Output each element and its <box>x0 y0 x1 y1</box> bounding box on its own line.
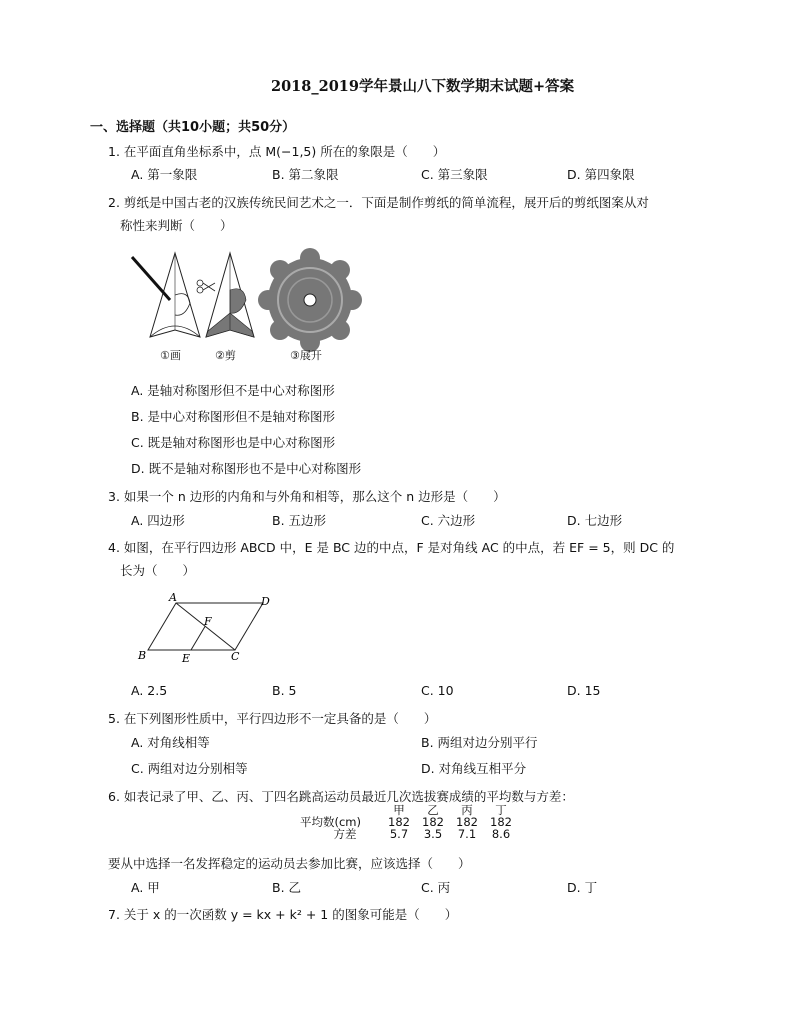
q1-option-c: C. 第三象限 <box>421 167 488 182</box>
q3-option-d: D. 七边形 <box>567 513 623 528</box>
row-label-mean: 平均数(cm) <box>300 815 361 829</box>
page-title: 2018_2019学年景山八下数学期末试题+答案 <box>271 78 575 95</box>
table-cell: 182 <box>422 815 444 829</box>
table-cell: 7.1 <box>457 827 477 841</box>
question-2-stem-line2: 称性来判断（ ） <box>120 218 233 233</box>
parallelogram-figure <box>135 592 275 667</box>
question-5-stem: 5. 在下列图形性质中，平行四边形不一定具备的是（ ） <box>108 711 437 726</box>
q6-option-d: D. 丁 <box>567 880 598 895</box>
q6-option-b: B. 乙 <box>272 880 302 895</box>
point-label-e: E <box>182 652 191 665</box>
q6-option-a: A. 甲 <box>131 880 160 895</box>
q4-option-c: C. 10 <box>421 683 454 698</box>
draw-step-figure <box>132 253 200 337</box>
table-header-bing: 丙 <box>461 803 473 817</box>
question-6-prompt: 要从中选择一名发挥稳定的运动员去参加比赛，应该选择（ ） <box>108 856 471 871</box>
question-2-stem-line1: 2. 剪纸是中国古老的汉族传统民间艺术之一．下面是制作剪纸的简单流程，展开后的剪纸图案从对 <box>108 195 649 210</box>
figure-label-cut: ②剪 <box>215 349 236 362</box>
q2-option-c: C. 既是轴对称图形也是中心对称图形 <box>131 435 336 450</box>
table-cell: 182 <box>388 815 410 829</box>
q1-option-a: A. 第一象限 <box>131 167 198 182</box>
table-cell: 3.5 <box>423 827 443 841</box>
question-4-stem-line1: 4. 如图，在平行四边形 ABCD 中，E 是 BC 边的中点，F 是对角线 AC 的中点，若 EF = 5，则 DC 的 <box>108 540 675 555</box>
table-cell: 5.7 <box>389 827 409 841</box>
q3-option-b: B. 五边形 <box>272 513 327 528</box>
q2-option-d: D. 既不是轴对称图形也不是中心对称图形 <box>131 461 362 476</box>
figure-label-unfold: ③展开 <box>290 349 322 362</box>
table-header-ding: 丁 <box>495 803 507 817</box>
table-header-jia: 甲 <box>393 803 405 817</box>
q3-option-a: A. 四边形 <box>131 513 185 528</box>
point-label-d: D <box>261 595 270 608</box>
question-4-stem-line2: 长为（ ） <box>120 563 196 578</box>
q4-option-a: A. 2.5 <box>131 683 168 698</box>
paper-cutting-figure <box>120 245 365 365</box>
q2-option-a: A. 是轴对称图形但不是中心对称图形 <box>131 383 335 398</box>
q3-option-c: C. 六边形 <box>421 513 476 528</box>
table-header-yi: 乙 <box>427 803 439 817</box>
scores-table <box>300 804 518 840</box>
q6-option-c: C. 丙 <box>421 880 451 895</box>
figure-label-draw: ①画 <box>160 349 181 362</box>
cut-step-figure <box>197 253 254 337</box>
point-label-f: F <box>204 615 212 628</box>
question-7-stem: 7. 关于 x 的一次函数 y = kx + k² + 1 的图象可能是（ ） <box>108 907 458 922</box>
q5-option-c: C. 两组对边分别相等 <box>131 761 248 776</box>
question-1-stem: 1. 在平面直角坐标系中，点 M(−1,5) 所在的象限是（ ） <box>108 144 446 159</box>
table-cell: 182 <box>490 815 512 829</box>
q4-option-d: D. 15 <box>567 683 601 698</box>
table-row-mean <box>300 816 518 828</box>
q4-option-b: B. 5 <box>272 683 297 698</box>
table-row-variance <box>300 828 518 840</box>
question-6-stem: 6. 如表记录了甲、乙、丙、丁四名跳高运动员最近几次选拔赛成绩的平均数与方差： <box>108 789 574 804</box>
row-label-variance: 方差 <box>333 827 357 841</box>
q5-option-a: A. 对角线相等 <box>131 735 210 750</box>
q5-option-d: D. 对角线互相平分 <box>421 761 527 776</box>
section-heading: 一、选择题（共10小题；共50分） <box>90 120 296 135</box>
point-label-c: C <box>231 650 240 663</box>
question-3-stem: 3. 如果一个 n 边形的内角和与外角和相等，那么这个 n 边形是（ ） <box>108 489 506 504</box>
q5-option-b: B. 两组对边分别平行 <box>421 735 538 750</box>
point-label-b: B <box>138 649 147 662</box>
table-cell: 8.6 <box>491 827 511 841</box>
q1-option-b: B. 第二象限 <box>272 167 339 182</box>
q2-option-b: B. 是中心对称图形但不是轴对称图形 <box>131 409 336 424</box>
q1-option-d: D. 第四象限 <box>567 167 635 182</box>
unfold-step-figure <box>258 248 362 352</box>
table-cell: 182 <box>456 815 478 829</box>
point-label-a: A <box>169 592 177 604</box>
